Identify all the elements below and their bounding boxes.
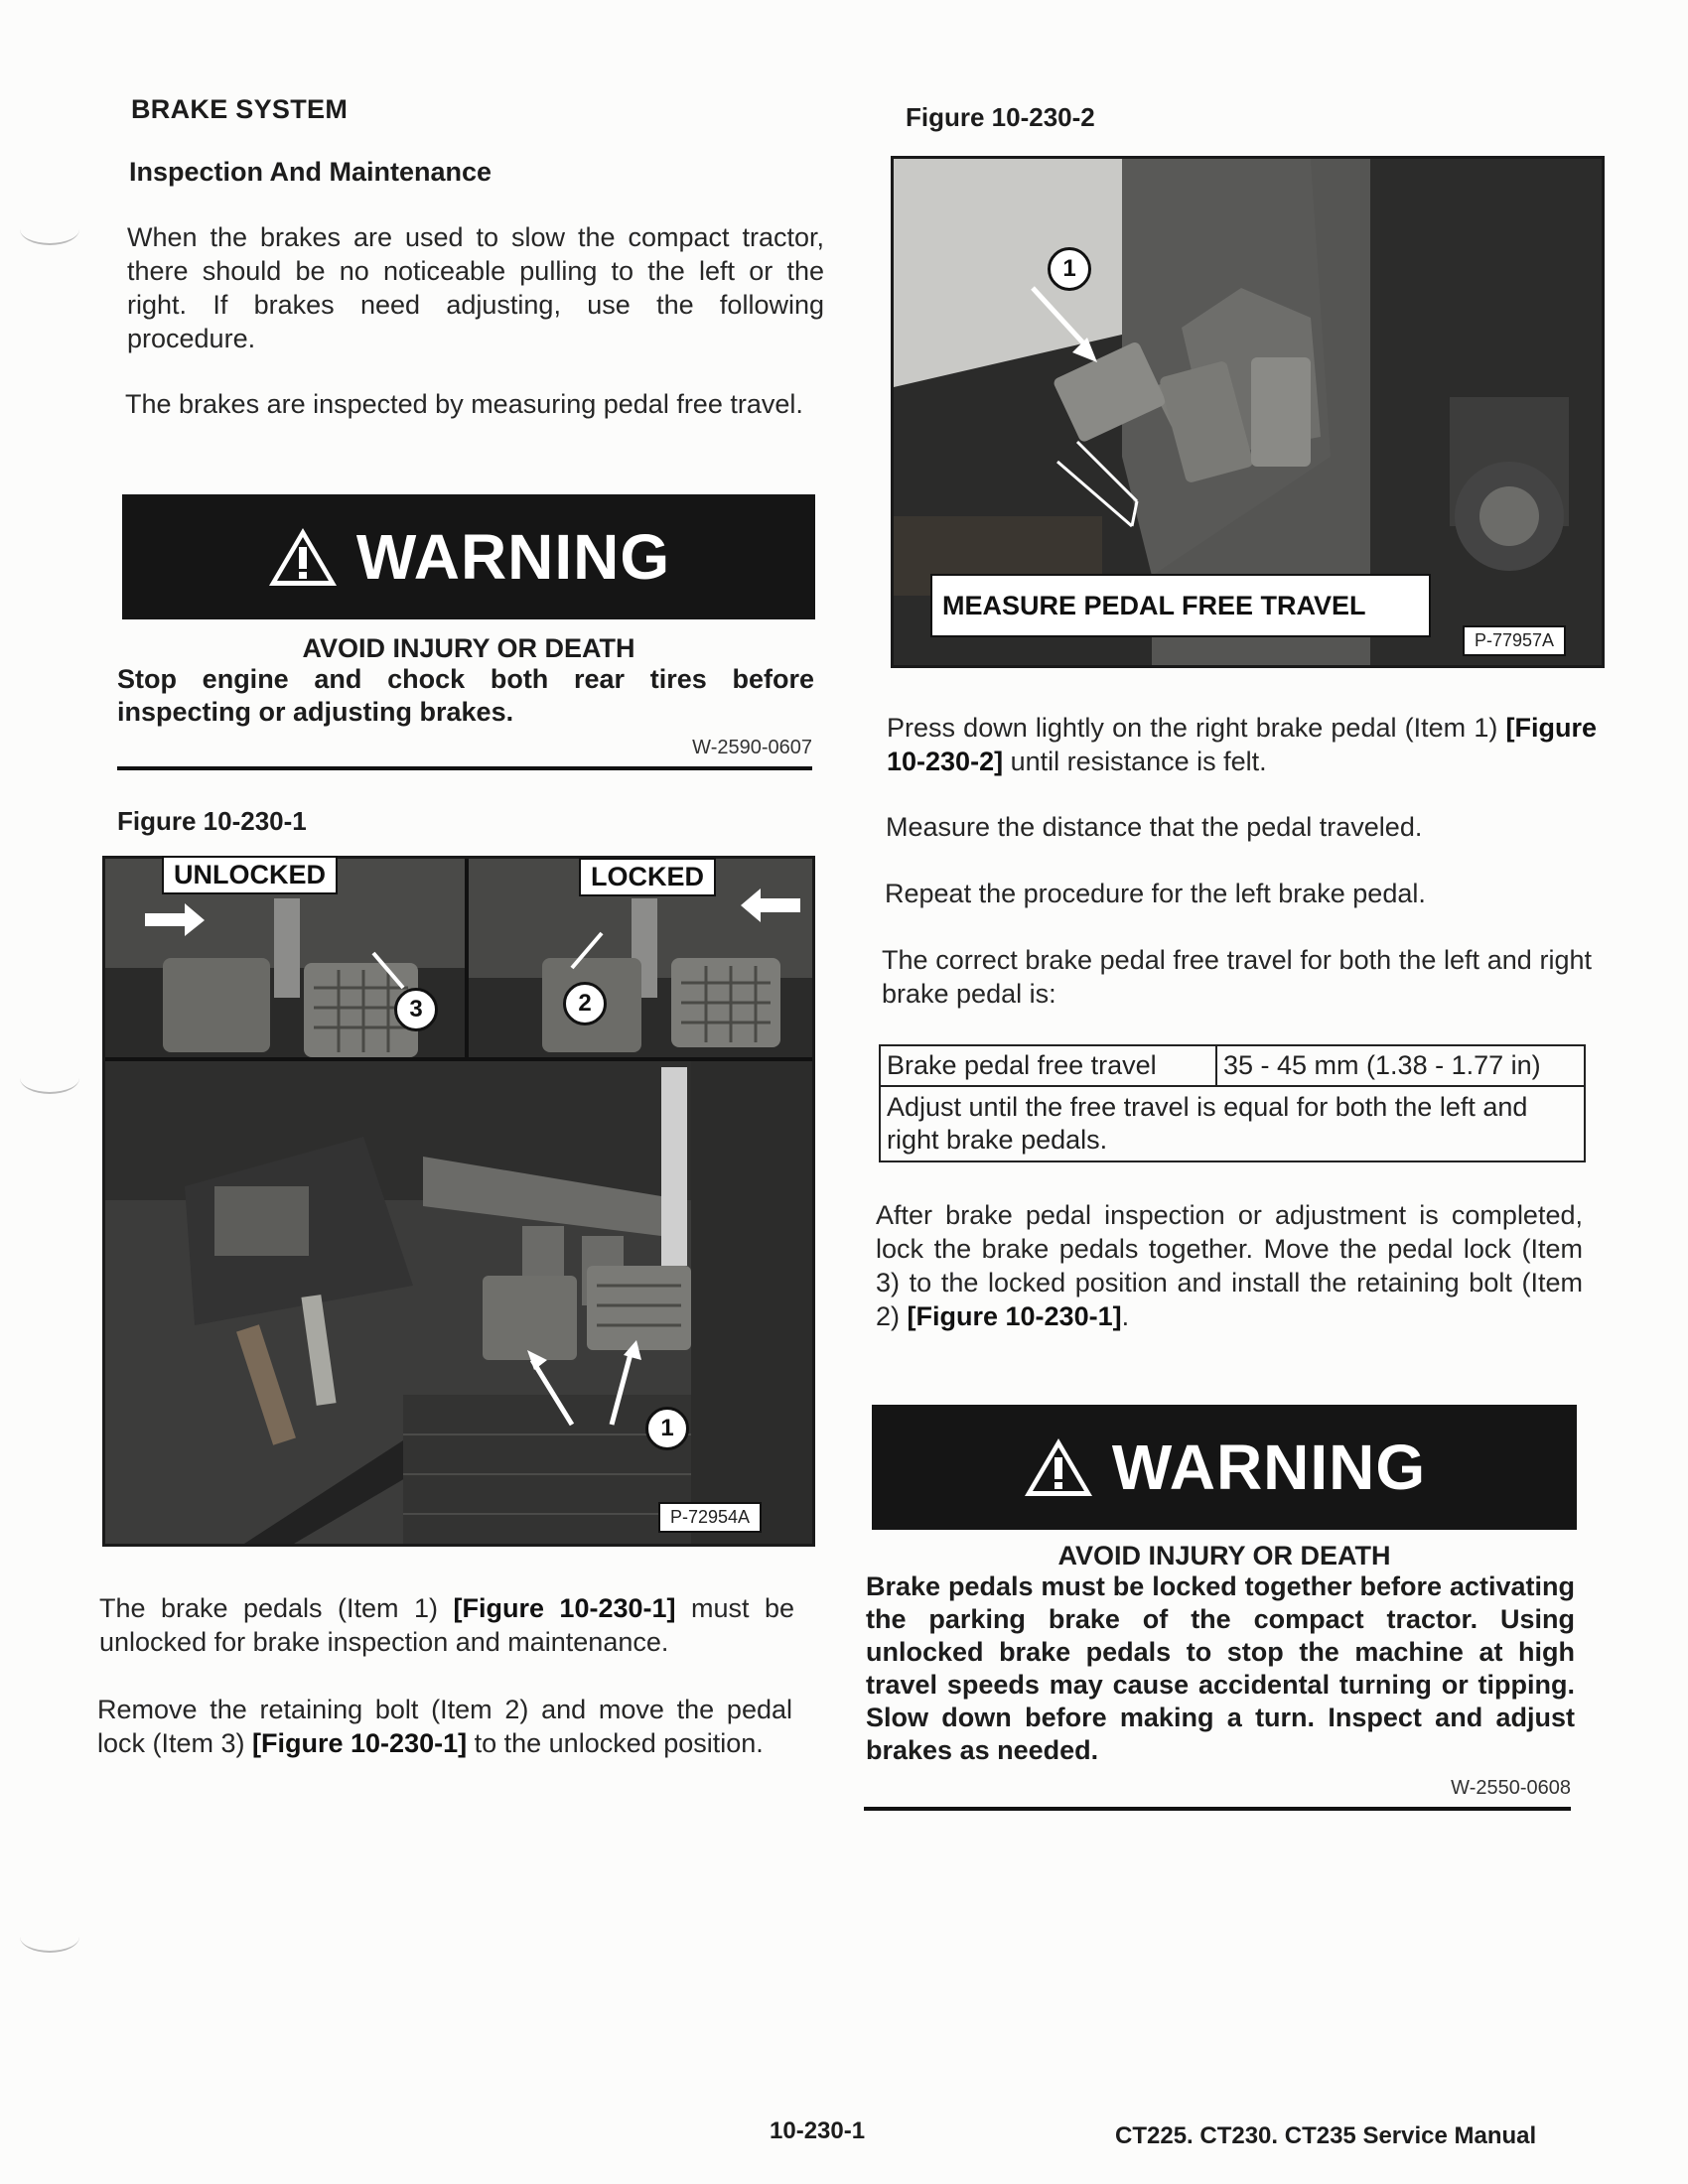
binder-hole-mark [20,1062,79,1094]
remove-bolt-paragraph: Remove the retaining bolt (Item 2) and move the pedal lock (Item 3) [Figure 10-230-1] to the unlocked position. [97,1695,792,1758]
warning-text: Brake pedals must be locked together before activating the parking brake of the compact tractor. Using unlocked brake pedals to stop the machine at high travel speeds may cause accidental turning or tipping. Slow down before making a turn. Inspect and adjust brakes as needed. [866,1571,1575,1765]
subsection-title: Inspection And Maintenance [129,157,492,187]
warning-rule [864,1807,1571,1811]
warning-banner [122,494,815,619]
binder-hole-mark [20,213,79,245]
spec-value: 35 - 45 mm (1.38 - 1.77 in) [1216,1045,1585,1086]
page-number: 10-230-1 [770,2117,866,2144]
warning-rule [117,766,812,770]
spec-note: Adjust until the free travel is equal for both the left and right brake pedals. [880,1086,1585,1161]
warning-code: W-2590-0607 [692,737,812,758]
callout-1: 1 [1048,247,1091,291]
callout-2: 2 [563,982,607,1025]
figure-reference: [Figure 10-230-1] [907,1301,1122,1331]
inspection-paragraph: The brakes are inspected by measuring pedal free travel. [125,389,803,419]
spec-table [879,1044,1586,1162]
press-pedal-paragraph: Press down lightly on the right brake pedal (Item 1) [Figure 10-230-2] until resistance is felt. [887,713,1597,776]
manual-title: CT225. CT230. CT235 Service Manual [1115,2122,1537,2149]
section-title: BRAKE SYSTEM [131,94,349,124]
warning-avoid-heading: AVOID INJURY OR DEATH [302,633,635,663]
measure-label: MEASURE PEDAL FREE TRAVEL [930,574,1431,637]
photo-code: P-77957A [1463,625,1566,656]
figure-title: Figure 10-230-1 [117,806,307,836]
warning-banner [872,1405,1577,1530]
warning-triangle-icon [1023,1435,1094,1499]
repeat-paragraph: Repeat the procedure for the left brake pedal. [885,879,1426,908]
figure-reference: [Figure 10-230-1] [252,1728,468,1758]
figure-reference: [Figure 10-230-1] [453,1593,676,1623]
unlocked-label: UNLOCKED [162,856,338,894]
warning-title: WARNING [355,521,671,593]
binder-hole-mark [20,1921,79,1953]
table-row [880,1086,1585,1161]
warning-triangle-icon [267,525,339,589]
measure-paragraph: Measure the distance that the pedal traveled. [886,812,1423,842]
spec-label: Brake pedal free travel [880,1045,1216,1086]
figure-title: Figure 10-230-2 [906,102,1095,132]
locked-label: LOCKED [579,858,716,896]
table-row [880,1045,1585,1086]
warning-avoid-heading: AVOID INJURY OR DEATH [1057,1541,1391,1570]
lock-pedals-paragraph: After brake pedal inspection or adjustment is completed, lock the brake pedals together. Move the pedal lock (Item 3) to the locked position and install the retaining bolt (Item 2) [Figure 10-230-1]. [876,1200,1583,1331]
warning-code: W-2550-0608 [1451,1777,1571,1799]
photo-code: P-72954A [658,1502,762,1533]
warning-text: Stop engine and chock both rear tires before inspecting or adjusting brakes. [117,664,814,727]
intro-paragraph: When the brakes are used to slow the compact tractor, there should be no noticeable pulling to the left or the right. If brakes need adjusting, use the following procedure. [127,222,824,353]
correct-travel-paragraph: The correct brake pedal free travel for both the left and right brake pedal is: [882,945,1592,1009]
figure-10-230-1-photo [102,856,815,1547]
pedals-unlocked-paragraph: The brake pedals (Item 1) [Figure 10-230-1] must be unlocked for brake inspection and maintenance. [99,1593,794,1657]
warning-title: WARNING [1111,1432,1427,1503]
callout-3: 3 [394,988,438,1031]
callout-1: 1 [645,1407,689,1450]
figure-reference: [Figure 10-230-2] [887,713,1597,776]
